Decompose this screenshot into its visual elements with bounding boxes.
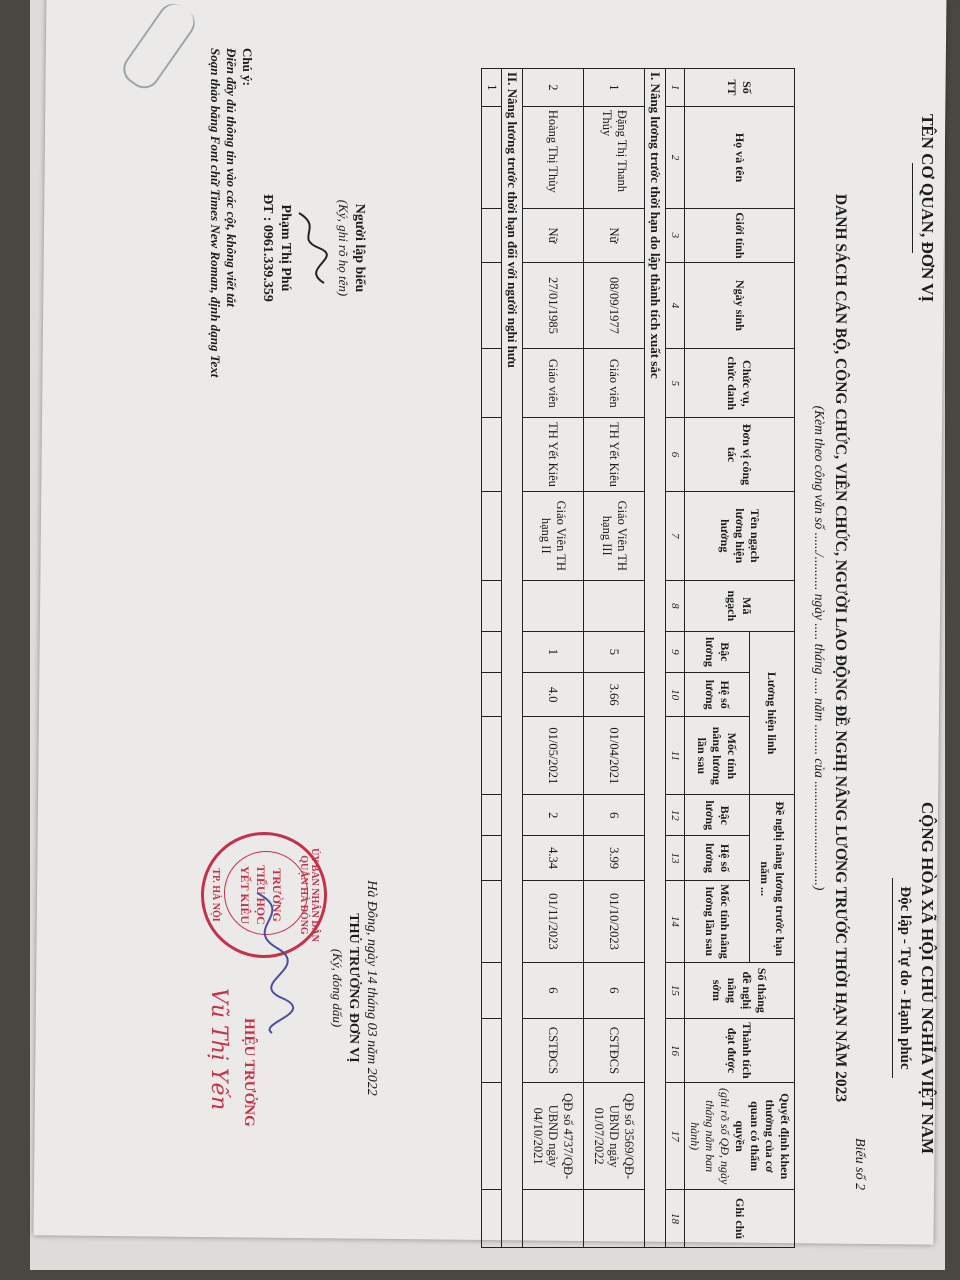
cell-cur-milestone: 01/04/2021 bbox=[584, 717, 645, 795]
col-cur-milestone: Mốc tính nâng lương lần sau bbox=[685, 717, 750, 795]
note-line-1: Điền đầy đủ thông tin vào các cột, không viết tắt bbox=[224, 48, 239, 307]
col-new-coef: Hệ số lương bbox=[685, 836, 750, 881]
head-sub: (Ký, đóng dấu) bbox=[330, 948, 345, 1028]
country-name: CỘNG HÒA XÃ HỘI CHỦ NGHĨA VIỆT NAM bbox=[918, 801, 937, 1155]
cell-new-grade: 6 bbox=[584, 795, 645, 836]
head-signature-mark bbox=[237, 888, 297, 1038]
col-decision-note: (ghi rõ số QĐ, ngày tháng năm ban hành) bbox=[688, 1087, 732, 1185]
cell-new-coef: 3.99 bbox=[584, 836, 645, 881]
cell-name: Hoàng Thị Thùy bbox=[523, 106, 584, 208]
cell-rank-name: Giáo Viên TH hạng II bbox=[523, 491, 584, 580]
col-new-milestone: Mốc tính nâng lương lần sau bbox=[685, 880, 750, 962]
col-decision bbox=[685, 1083, 795, 1190]
col-gender: Giới tính bbox=[685, 209, 795, 262]
cell-dob: 08/09/1977 bbox=[584, 262, 645, 349]
table-row bbox=[584, 69, 645, 1248]
cell-dob: 27/01/1985 bbox=[523, 262, 584, 349]
cell-position: Giáo viên bbox=[523, 349, 584, 418]
empty-cell bbox=[482, 880, 502, 962]
col-cur-coef: Hệ số lương bbox=[685, 672, 750, 717]
index-cell: 18 bbox=[666, 1190, 685, 1248]
cell-stt: 2 bbox=[523, 69, 584, 107]
agency-underline bbox=[912, 163, 913, 253]
cell-stt: 1 bbox=[482, 69, 502, 107]
col-rank-name: Tên ngạch lương hiện hưởng bbox=[685, 491, 795, 580]
col-achievement: Thành tích đạt được bbox=[685, 1018, 795, 1083]
index-cell: 7 bbox=[666, 491, 685, 580]
empty-cell bbox=[482, 106, 502, 208]
empty-cell bbox=[482, 349, 502, 418]
note-block bbox=[207, 48, 255, 377]
empty-cell bbox=[482, 1018, 502, 1083]
section-2-empty-row bbox=[482, 69, 502, 1248]
preparer-signature-block bbox=[259, 148, 367, 348]
cell-gender: Nữ bbox=[584, 209, 645, 262]
cell-cur-coef: 4.0 bbox=[523, 672, 584, 717]
cell-early: 6 bbox=[523, 963, 584, 1019]
col-proposed-salary: Đề nghị nâng lương trước hạn năm ... bbox=[749, 795, 794, 963]
cell-cur-milestone: 01/05/2021 bbox=[523, 717, 584, 795]
stamp-ring-top: ỦY BAN NHÂN DÂN QUẬN HÀ ĐÔNG bbox=[298, 848, 320, 942]
head-title: THỦ TRƯỞNG ĐƠN VỊ bbox=[346, 913, 361, 1063]
stamp-ring-bottom: TP. HÀ NỘI bbox=[210, 868, 221, 922]
cell-new-coef: 4.34 bbox=[523, 836, 584, 881]
cell-remarks bbox=[523, 1190, 584, 1248]
document-content bbox=[177, 28, 947, 1258]
section-2-row bbox=[502, 69, 523, 1248]
index-cell: 16 bbox=[666, 1018, 685, 1083]
index-cell: 10 bbox=[666, 672, 685, 717]
stamp-line-1: TRƯỜNG bbox=[270, 868, 284, 922]
cell-position: Giáo viên bbox=[584, 349, 645, 418]
empty-cell bbox=[482, 795, 502, 836]
index-cell: 14 bbox=[666, 880, 685, 962]
cell-decision: QĐ số 3569/QĐ-UBND ngày 01/07/2022 bbox=[584, 1083, 645, 1190]
cell-unit: TH Yết Kiêu bbox=[523, 418, 584, 491]
empty-cell bbox=[482, 836, 502, 881]
principal-role: HIỆU TRƯỞNG bbox=[241, 1018, 257, 1127]
col-unit: Đơn vị công tác bbox=[685, 418, 795, 491]
cell-decision: QĐ số 4737/QĐ-UBND ngày 04/10/2021 bbox=[523, 1083, 584, 1190]
col-cur-grade: Bậc lương bbox=[685, 631, 750, 672]
empty-cell bbox=[482, 963, 502, 1019]
index-cell: 5 bbox=[666, 349, 685, 418]
index-cell: 2 bbox=[666, 106, 685, 208]
cell-new-milestone: 01/10/2023 bbox=[584, 880, 645, 962]
empty-cell bbox=[482, 580, 502, 631]
section-1-label: I. Nâng lương trước thời hạn do lập thành tích xuất sắc bbox=[645, 69, 666, 1248]
index-row bbox=[666, 69, 685, 1248]
empty-cell bbox=[482, 1190, 502, 1248]
cell-cur-coef: 3.66 bbox=[584, 672, 645, 717]
col-decision-label: Quyết định khen thưởng của cơ quan có thẩm quyền bbox=[733, 1093, 792, 1180]
principal-name: Vũ Thị Yến bbox=[206, 988, 231, 1111]
col-name: Họ và tên bbox=[685, 106, 795, 208]
index-cell: 11 bbox=[666, 717, 685, 795]
empty-cell bbox=[482, 491, 502, 580]
national-header bbox=[892, 728, 937, 1228]
index-cell: 8 bbox=[666, 580, 685, 631]
section-1-row bbox=[645, 69, 666, 1248]
index-cell: 15 bbox=[666, 963, 685, 1019]
empty-cell bbox=[482, 717, 502, 795]
cell-rank-code bbox=[523, 580, 584, 631]
empty-cell bbox=[482, 262, 502, 349]
col-new-grade: Bậc lương bbox=[685, 795, 750, 836]
index-cell: 1 bbox=[666, 69, 685, 107]
col-early-months: Số tháng đề nghị nâng sớm bbox=[685, 963, 795, 1019]
index-cell: 9 bbox=[666, 631, 685, 672]
cell-achievement: CSTĐCS bbox=[584, 1018, 645, 1083]
col-current-salary: Lương hiện linh bbox=[749, 631, 794, 794]
empty-cell bbox=[482, 1083, 502, 1190]
preparer-sub: (Ký, ghi rõ họ tên) bbox=[336, 199, 351, 297]
motto: Độc lập - Tự do - Hạnh phúc bbox=[897, 886, 913, 1070]
cell-achievement: CSTĐCS bbox=[523, 1018, 584, 1083]
preparer-signature-mark bbox=[289, 208, 329, 288]
cell-stt: 1 bbox=[584, 69, 645, 107]
empty-cell bbox=[482, 672, 502, 717]
index-cell: 13 bbox=[666, 836, 685, 881]
col-remarks: Ghi chú bbox=[685, 1190, 795, 1248]
cell-remarks bbox=[584, 1190, 645, 1248]
index-cell: 4 bbox=[666, 262, 685, 349]
cell-cur-grade: 1 bbox=[523, 631, 584, 672]
preparer-phone: ĐT : 0961.339.359 bbox=[260, 194, 275, 302]
head-signature-block bbox=[329, 808, 379, 1168]
agency-name: TÊN CƠ QUAN, ĐƠN VỊ bbox=[918, 113, 937, 303]
cell-rank-name: Giáo Viên TH hạng III bbox=[584, 491, 645, 580]
agency-header bbox=[912, 48, 937, 368]
index-cell: 12 bbox=[666, 795, 685, 836]
stamp-line-3: YẾT KIÊU bbox=[238, 865, 252, 925]
sign-date: Hà Đông, ngày 14 tháng 03 năm 2022 bbox=[364, 880, 379, 1096]
index-cell: 6 bbox=[666, 418, 685, 491]
empty-cell bbox=[482, 418, 502, 491]
cell-rank-code bbox=[584, 580, 645, 631]
col-rank-code: Mã ngạch bbox=[685, 580, 795, 631]
form-number: Biểu số 2 bbox=[852, 1138, 867, 1191]
section-2-label: II. Nâng lương trước thời hạn đối với người nghỉ hưu bbox=[502, 69, 523, 1248]
cell-cur-grade: 5 bbox=[584, 631, 645, 672]
document-title: DANH SÁCH CÁN BỘ, CÔNG CHỨC, VIÊN CHỨC, NGƯỜI LAO ĐỘNG ĐỀ NGHỊ NÂNG LƯƠNG TRƯỚC THỜI HẠN NĂM 2023 bbox=[832, 193, 849, 1103]
preparer-name: Phạm Thị Phú bbox=[278, 204, 293, 292]
index-cell: 17 bbox=[666, 1083, 685, 1190]
note-label: Chú ý: bbox=[240, 48, 255, 86]
cell-new-grade: 2 bbox=[523, 795, 584, 836]
col-dob: Ngày sinh bbox=[685, 262, 795, 349]
preparer-title: Người lập biểu bbox=[352, 203, 367, 293]
col-position: Chức vụ, chức danh bbox=[685, 349, 795, 418]
salary-table bbox=[481, 68, 795, 1248]
col-stt: Số TT bbox=[685, 69, 795, 107]
cell-early: 6 bbox=[584, 963, 645, 1019]
cell-name: Đặng Thị Thanh Thủy bbox=[584, 106, 645, 208]
table-row bbox=[523, 69, 584, 1248]
index-cell: 3 bbox=[666, 209, 685, 262]
note-line-2: Soạn thảo bằng Font chữ Times New Roman, định dạng Text bbox=[208, 48, 223, 378]
cell-new-milestone: 01/11/2023 bbox=[523, 880, 584, 962]
empty-cell bbox=[482, 209, 502, 262]
empty-cell bbox=[482, 631, 502, 672]
cell-gender: Nữ bbox=[523, 209, 584, 262]
document-subtitle: (Kèm theo công văn số ....../.......... ngày ..... tháng ..... năm ......... của ...............................) bbox=[812, 405, 827, 891]
cell-unit: TH Yết Kiêu bbox=[584, 418, 645, 491]
motto-underline bbox=[892, 878, 893, 1078]
header-row-1 bbox=[749, 69, 794, 1248]
stamp-line-2: TIỂU HỌC bbox=[254, 865, 268, 925]
